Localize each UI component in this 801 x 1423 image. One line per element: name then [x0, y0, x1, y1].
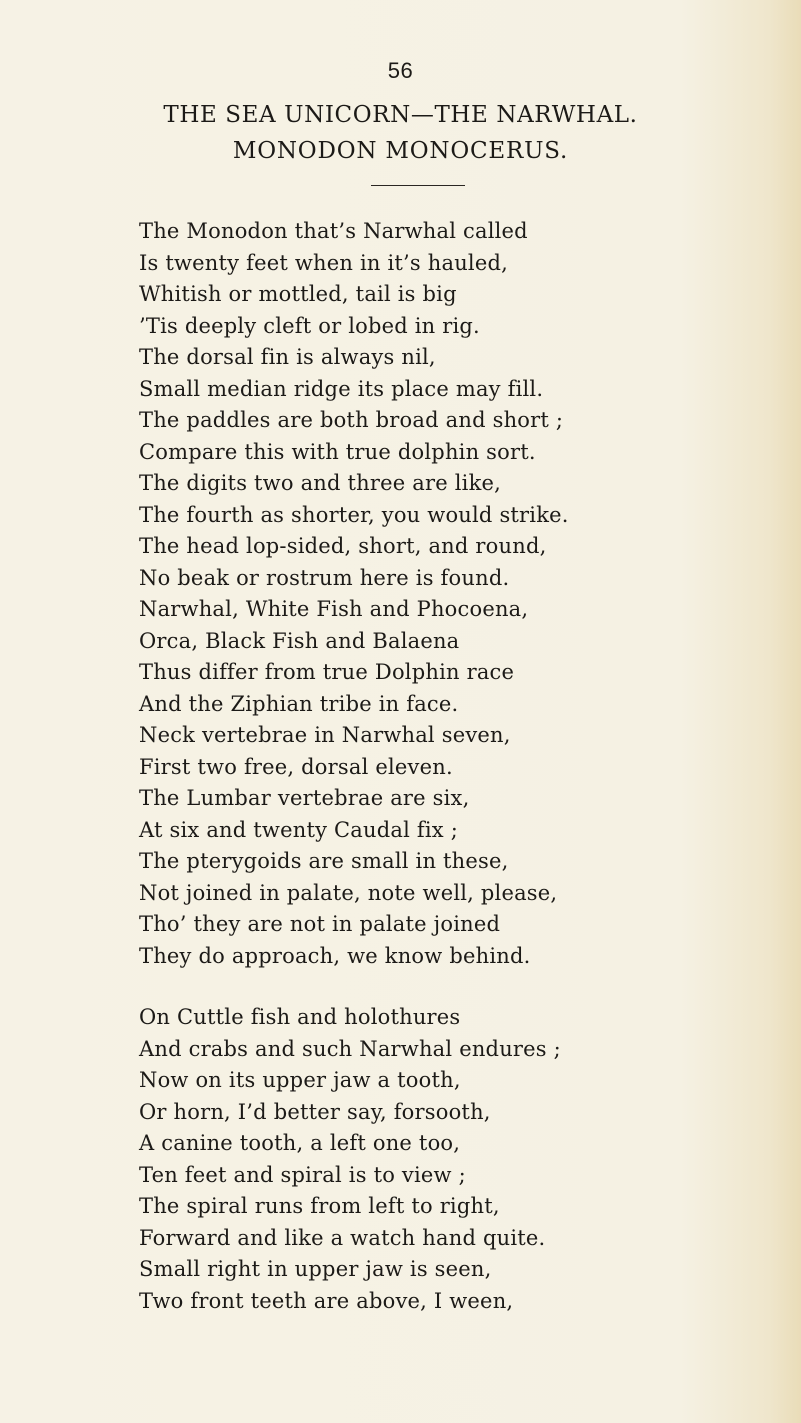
poem-line: At six and twenty Caudal fix ;	[139, 817, 458, 842]
poem-line: Thus differ from true Dolphin race	[139, 660, 515, 684]
poem-line: The Lumbar vertebrae are six,	[139, 786, 470, 810]
poem-line: Ten feet and spiral is to view ;	[139, 1162, 466, 1187]
poem-line: Forward and like a watch hand quite.	[139, 1225, 546, 1250]
poem-line: The digits two and three are like,	[139, 471, 501, 495]
poem-line: Not joined in palate, note well, please,	[139, 880, 558, 905]
poem-line: Orca, Black Fish and Balaena	[139, 628, 460, 653]
poem-line: Whitish or mottled, tail is big	[139, 282, 457, 306]
poem-line: Neck vertebrae in Narwhal seven,	[139, 723, 511, 747]
poem-line: A canine tooth, a left one too,	[139, 1131, 461, 1155]
poem-stanza-1	[139, 216, 569, 972]
poem-line: The Monodon that’s Narwhal called	[139, 219, 528, 243]
poem-stanza-2	[139, 1002, 561, 1317]
poem-line: Small right in upper jaw is seen,	[139, 1257, 492, 1281]
poem-line: The fourth as shorter, you would strike.	[139, 502, 569, 527]
poem-line: Is twenty feet when in it’s hauled,	[139, 250, 508, 275]
poem-line: Now on its upper jaw a tooth,	[139, 1068, 461, 1092]
poem-line: Tho’ they are not in palate joined	[139, 912, 501, 936]
poem-line: And the Ziphian tribe in face.	[139, 691, 459, 716]
poem-line: The head lop-sided, short, and round,	[139, 534, 547, 558]
poem-line: The spiral runs from left to right,	[139, 1194, 500, 1218]
page-number: 56	[387, 58, 414, 83]
poem-line: No beak or rostrum here is found.	[139, 565, 510, 590]
poem-line: Small median ridge its place may fill.	[139, 376, 544, 401]
poem-line: First two free, dorsal eleven.	[139, 754, 453, 779]
poem-line: ’Tis deeply cleft or lobed in rig.	[139, 313, 480, 338]
poem-line: The pterygoids are small in these,	[139, 849, 509, 873]
page-title: THE SEA UNICORN—THE NARWHAL.	[163, 102, 638, 128]
title-divider	[371, 185, 465, 186]
poem-line: Or horn, I’d better say, forsooth,	[139, 1099, 491, 1124]
poem-line: The paddles are both broad and short ;	[139, 408, 564, 432]
poem-line: And crabs and such Narwhal endures ;	[139, 1036, 561, 1061]
poem-line: Narwhal, White Fish and Phocoena,	[139, 597, 529, 621]
poem-line: Two front teeth are above, I ween,	[139, 1288, 514, 1313]
poem-line: The dorsal fin is always nil,	[139, 345, 436, 369]
page-subtitle: MONODON MONOCERUS.	[232, 138, 569, 164]
poem-line: They do approach, we know behind.	[139, 943, 531, 968]
poem-line: On Cuttle fish and holothures	[139, 1005, 461, 1029]
poem-line: Compare this with true dolphin sort.	[139, 439, 536, 464]
